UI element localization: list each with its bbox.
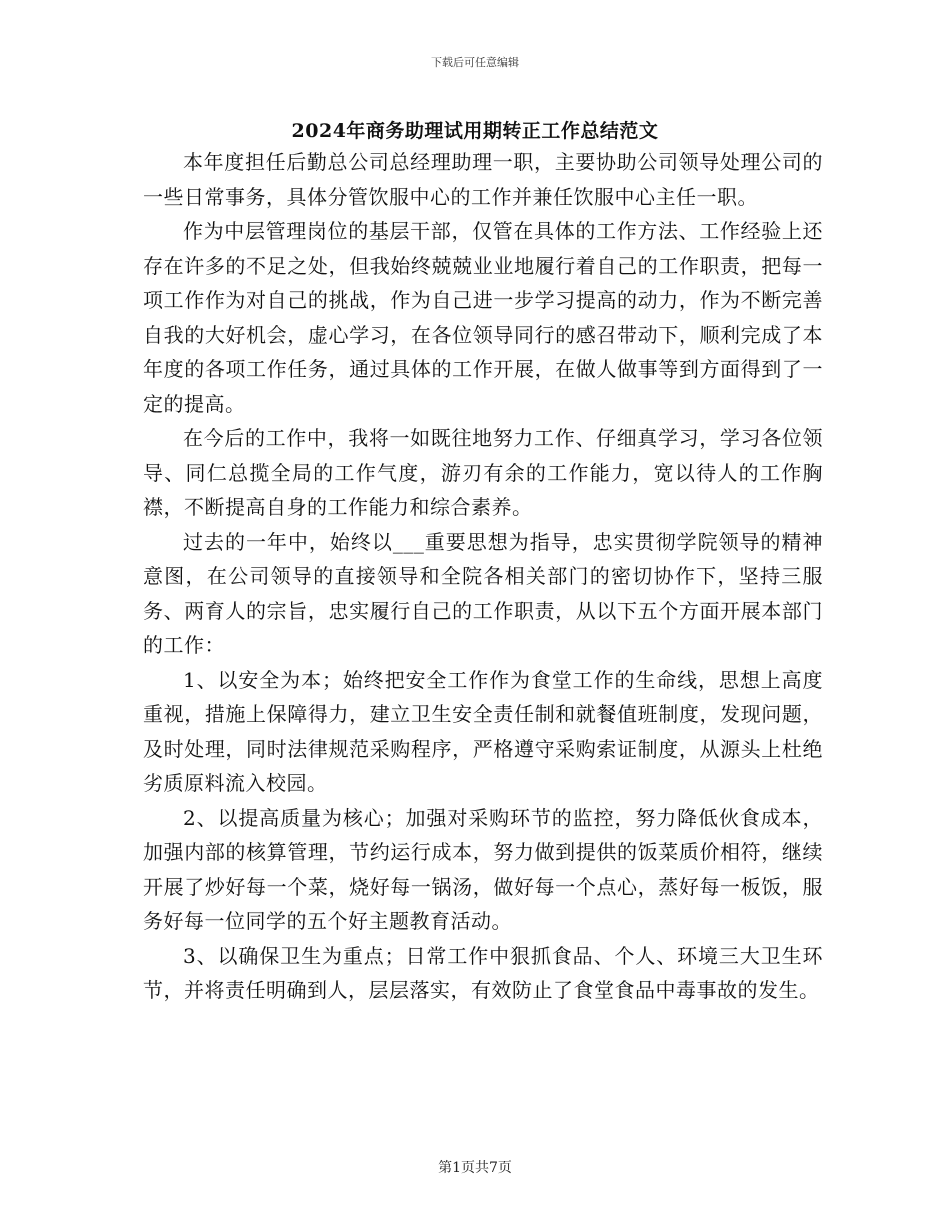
paragraph: 本年度担任后勤总公司总经理助理一职，主要协助公司领导处理公司的一些日常事务，具体分管饮服中心的工作并兼任饮服中心主任一职。 xyxy=(143,150,823,209)
document-body xyxy=(143,145,823,1008)
paragraph: 2、以提高质量为核心；加强对采购环节的监控，努力降低伙食成本，加强内部的核算管理，节约运行成本，努力做到提供的饭菜质价相符，继续开展了炒好每一个菜，烧好每一锅汤，做好每一个点心，蒸好每一板饭，服务好每一位同学的五个好主题教育活动。 xyxy=(143,805,823,933)
paragraph: 1、以安全为本；始终把安全工作作为食堂工作的生命线，思想上高度重视，措施上保障得力，建立卫生安全责任制和就餐值班制度，发现问题，及时处理，同时法律规范采购程序，严格遵守采购索证制度，从源头上杜绝劣质原料流入校园。 xyxy=(143,667,823,795)
page-footer: 第1页共7页 xyxy=(438,1160,512,1176)
paragraph: 3、以确保卫生为重点；日常工作中狠抓食品、个人、环境三大卫生环节，并将责任明确到人，层层落实，有效防止了食堂食品中毒事故的发生。 xyxy=(143,943,823,1002)
paragraph: 作为中层管理岗位的基层干部，仅管在具体的工作方法、工作经验上还存在许多的不足之处，但我始终兢兢业业地履行着自己的工作职责，把每一项工作作为对自己的挑战，作为自己进一步学习提高的动力，作为不断完善自我的大好机会，虚心学习，在各位领导同行的感召带动下，顺利完成了本年度的各项工作任务，通过具体的工作开展，在做人做事等到方面得到了一定的提高。 xyxy=(143,219,823,416)
paragraph: 过去的一年中，始终以___重要思想为指导，忠实贯彻学院领导的精神意图，在公司领导的直接领导和全院各相关部门的密切协作下，坚持三服务、两育人的宗旨，忠实履行自己的工作职责，从以下五个方面开展本部门的工作： xyxy=(143,529,823,657)
header-note: 下载后可任意编辑 xyxy=(431,56,519,69)
paragraph: 在今后的工作中，我将一如既往地努力工作、仔细真学习，学习各位领导、同仁总揽全局的工作气度，游刃有余的工作能力，宽以待人的工作胸襟，不断提高自身的工作能力和综合素养。 xyxy=(143,426,823,519)
document-title: 2024年商务助理试用期转正工作总结范文 xyxy=(291,120,659,142)
